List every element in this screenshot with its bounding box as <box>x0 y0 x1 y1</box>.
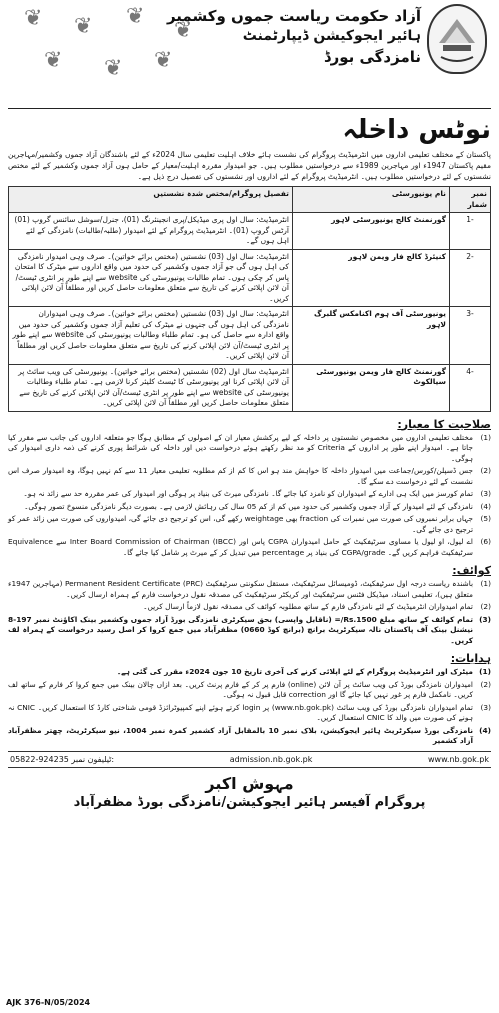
list-item <box>8 466 491 487</box>
phone-number: 05822-924235 <box>10 754 69 764</box>
item-number: (2) <box>480 602 491 611</box>
item-number: (6) <box>480 537 491 546</box>
table-header-row <box>9 187 491 213</box>
item-number: (4) <box>480 501 491 511</box>
contact-bar <box>8 751 491 768</box>
row-detail: انٹرمیڈیٹ: سال اول (03) نشستیں (مختص برائے خواتین)۔ صرف وہی امیدواران نامزدگی کی اہل ہوں گی جنہوں نے میٹرک کی تعلیم آزاد جموں وکشمیر کی حدود میں واقع ادارہ سے حاصل کی ہو۔ تمام طلباء وطالبات یونیورسٹی کی website سے اپنے طور پر انٹری ٹیسٹ/آن لائن اپلائی کرنے کی تاریخ سے متعلق معلومات حاصل کریں اور مطلقاً آن لائن اپلائی کریں۔ <box>9 307 293 365</box>
list-item <box>8 433 491 465</box>
item-text: جہاں برابر نمبروں کی صورت میں نمبرات کی fraction بھی weightage رکھے گی، اس کو ترجیح دی جائے گی، امیدواروں کی صورت میں زائد عمر کو ترجیح دی جائے گی۔ <box>8 514 474 534</box>
list-item <box>8 703 491 724</box>
notice-title: نوٹس داخلہ <box>342 115 491 145</box>
row-no: -4 <box>450 364 491 411</box>
phone-block <box>10 755 114 764</box>
item-text: مختلف تعلیمی اداروں میں مخصوص نشستوں پر داخلہ کے لیے پرکشش معیار ان کے اصولوں کے مطابق ہوگا جو متعلقہ اداروں کی جانب سے مقرر کیا جاتا ہے۔ امیدوار اپنے طور پر اداروں کے Criteria کو مد نظر رکھتے ہوئے درخواست دیں اور داخلہ کی شرائط پوری کرنے کی ذمہ داری امیدوار کی ہوگی۔ <box>8 432 473 463</box>
list-item <box>8 502 491 513</box>
list-item <box>8 615 491 647</box>
notice-intro: پاکستان کے مختلف تعلیمی اداروں میں انٹرمیڈیٹ پروگرام کی نشست ہائے خلاف اہلیت تعلیمی سال 2024ء کے لئے باشندگان آزاد جموں وکشمیر/مہاجرین مقیم پاکستان 1947ء اور مہاجرین 1989ء سے درخواستیں مطلوب ہیں۔ جو امیدوار مقررہ اہلیت/معیار کے حامل ہوں آزاد جموں وکشمیر کے لئے مختص نشستوں کے لئے درخواستیں مطلوب ہیں۔ انٹرمیڈیٹ پروگرام کے لئے اداروں اور نشستوں کی تفصیل درج ذیل ہے۔ <box>8 150 491 181</box>
documents-list <box>8 579 491 646</box>
maple-leaf-icon: ❦ <box>154 48 173 73</box>
item-text: تمام کورسز میں ایک ہی ادارے کے امیدواران کو نامزد کیا جائے گا۔ نامزدگی میرٹ کی بنیاد پر ہوگی اور امیدوار کی عمر مقررہ حد سے زائد نہ ہو۔ <box>23 489 473 498</box>
eligibility-list <box>8 433 491 559</box>
eligibility-heading: صلاحیت کا معیار: <box>397 417 491 431</box>
maple-leaf-icon: ❦ <box>174 18 193 43</box>
maple-leaf-icon: ❦ <box>74 14 93 39</box>
row-detail: انٹرمیڈیٹ: سال اول پری میڈیکل/پری انجینئرنگ (01)، جنرل/سوشل سائنس گروپ (01) آرٹس گروپ (01)۔ انٹرمیڈیٹ پروگرام کے لئے امیدوار (طلبہ/طالبات) نامزدگی کے لئے اہل ہوں گے۔ <box>9 213 293 250</box>
list-item <box>8 667 491 678</box>
signatory-title: پروگرام آفیسر ہائیر ایجوکیشن/نامزدگی بورڈ مظفرآباد <box>73 794 426 810</box>
maple-leaf-icon: ❦ <box>126 4 145 29</box>
table-row <box>9 307 491 365</box>
item-text: میٹرک اور انٹرمیڈیٹ پروگرام کے لئے اپلائی کرنے کی آخری تاریخ 10 جون 2024ء مقرر کی گئی ہے۔ <box>116 667 473 676</box>
table-row <box>9 249 491 307</box>
notice-header <box>8 0 491 109</box>
row-university: کنیئرڈ کالج فار ویمن لاہور <box>293 249 450 307</box>
instructions-list <box>8 667 491 747</box>
item-text: امیدواران نامزدگی بورڈ کی ویب سائٹ پر آن لائن (online) فارم پر کر کے فارم پرنٹ کریں۔ بعد ازاں چالان بینک میں جمع کروا کر فارم کے ساتھ لف کریں۔ نامکمل فارم پر غور نہیں کیا جائے گا اور correction قابل قبول نہ ہوگی۔ <box>8 679 473 699</box>
item-text: نامزدگی بورڈ سیکرٹریٹ ہائیر ایجوکیشن، بلاک نمبر 10 بالمقابل آزاد کشمیر کمرہ نمبر 1004، نیو سیکرٹریٹ، چھتر مظفرآباد آزاد کشمیر <box>8 725 474 745</box>
item-number: (1) <box>479 667 491 676</box>
item-number: (3) <box>480 702 491 712</box>
maple-leaf-icon: ❦ <box>44 48 63 73</box>
header-board-line: نامزدگی بورڈ <box>323 48 421 66</box>
row-university: گورنمنٹ کالج یونیورسٹی لاہور <box>293 213 450 250</box>
table-row <box>9 213 491 250</box>
item-text: تمام امیدواران انٹرمیڈیٹ کے لئے نامزدگی فارم کے ساتھ مطلوبہ کوائف کی مصدقہ نقول لازماً ارسال کریں۔ <box>143 602 473 611</box>
maple-leaf-icon: ❦ <box>104 56 123 81</box>
list-item <box>8 514 491 535</box>
email-link[interactable]: admission.nb.gok.pk <box>229 754 313 764</box>
list-item <box>8 537 491 558</box>
item-text: اے لیول، او لیول یا مساوی سرٹیفکیٹ کے حامل امیدواران CGPA پاس اور Inter Board Commission of Chairman (IBCC) سے Equivalence سرٹیفکیٹ فراہم کریں گے۔ CGPA/grade کی بنیاد پر percentage میں تبدیل کر کے میرٹ پر شامل کیا جائے گا۔ <box>8 537 473 557</box>
website-link[interactable]: www.nb.gok.pk <box>427 754 489 764</box>
item-text: باشندہ ریاست درجہ اول سرٹیفکیٹ، ڈومیسائل سرٹیفکیٹ، مستقل سکونتی سرٹیفکیٹ Permanent Resident Certificate (PRC) (مہاجرین 1947ء متعلق ہیں)، تعلیمی اسناد، میڈیکل فٹنس سرٹیفکیٹ اور کریکٹر سرٹیفکیٹ کی مصدقہ نقول درخواست فارم کے ہمراہ ارسال کریں۔ <box>8 579 474 599</box>
phone-label: ٹیلیفون نمبر: <box>71 754 115 764</box>
table-row <box>9 364 491 411</box>
item-number: (1) <box>480 579 491 588</box>
instructions-heading: ہدایات: <box>450 652 491 665</box>
row-no: -2 <box>450 249 491 307</box>
header-titles <box>167 6 421 68</box>
documents-heading: کوائف: <box>452 564 491 577</box>
row-detail: انٹرمیڈیٹ: سال اول (03) نشستیں (مختص برائے خواتین)۔ صرف وہی امیدوار نامزدگی کی اہل ہوں گی جو آزاد جموں وکشمیر کی حدود میں واقع اداروں سے میٹرک کا امتحان پاس کر چکی ہوں۔ تمام طالبات یونیورسٹی کی website سے اپنے طور پر انٹری ٹیسٹ/آن لائن اپلائی کرنے کی تاریخ سے متعلق معلومات حاصل کریں اور مطلقاً آن لائن اپلائی کریں۔ <box>9 249 293 307</box>
row-university: گورنمنٹ کالج فار ویمن یونیورسٹی سیالکوٹ <box>293 364 450 411</box>
list-item <box>8 489 491 500</box>
row-no: -3 <box>450 307 491 365</box>
signatory-name: مہوش اکبر <box>205 773 294 793</box>
item-number: (5) <box>480 514 491 523</box>
institutions-table <box>8 186 491 412</box>
item-number: (3) <box>480 489 491 498</box>
item-number: (1) <box>480 432 491 442</box>
header-department-line: ہائیر ایجوکیشن ڈیپارٹمنٹ <box>242 28 421 44</box>
row-detail: انٹرمیڈیٹ سال اول (02) نشستیں (مختص برائے خواتین)۔ یونیورسٹی کی ویب سائٹ پر آن لائن اپلائی کرنا اور یونیورسٹی کا ٹیسٹ کلیئر کرنا لازمی ہے۔ تمام طلباء وطالبات یونیورسٹی کی website سے اپنے طور پر انٹری ٹیسٹ/آن لائن اپلائی کرنے کی تاریخ سے متعلق معلومات حاصل کریں اور مطلقاً آن لائن اپلائی کریں۔ <box>9 364 293 411</box>
item-text: جس ڈسپلن/کورس/جماعت میں امیدوار داخلہ کا خواہش مند ہو اس کا کم از کم مطلوبہ تعلیمی معیار 11 سے کم نہیں ہوگا، وہ امیدوار صرف اس نشست کے لئے درخواست دے سکے گا۔ <box>8 466 473 486</box>
item-number: (4) <box>479 725 491 735</box>
item-text: تمام کوائف کے ساتھ مبلغ Rs.1500/= (ناقابل واپسی) بحق سیکرٹری نامزدگی بورڈ آزاد جموں وکشمیر بینک اکاؤنٹ نمبر 197-8 نیشنل بینک آف پاکستان نالہ سیکرٹریٹ برانچ (برانچ کوڈ 0660) مظفرآباد میں جمع کروا کر اصل رسید درخواست کے ہمراہ لف کریں۔ <box>8 614 473 645</box>
list-item <box>8 602 491 613</box>
table-header-detail: تفصیل پروگرام/مختص شدہ نشستیں <box>9 187 293 213</box>
list-item <box>8 680 491 701</box>
item-number: (2) <box>480 466 491 475</box>
maple-leaf-icon: ❦ <box>24 6 43 31</box>
government-emblem-icon <box>427 4 487 74</box>
item-text: نامزدگی کے لئے امیدوار کے آزاد جموں وکشمیر کی حدود میں کم از کم 05 سال کی رہائش لازمی ہے۔ بصورت دیگر نامزدگی منسوخ تصور ہوگی۔ <box>24 501 473 511</box>
row-university: یونیورسٹی آف ہوم اکنامکس گلبرگ لاہور <box>293 307 450 365</box>
table-header-university: نام یونیورسٹی <box>293 187 450 213</box>
list-item <box>8 726 491 747</box>
item-number: (2) <box>480 679 491 689</box>
list-item <box>8 579 491 600</box>
header-government-line: آزاد حکومت ریاست جموں وکشمیر <box>166 7 421 25</box>
item-text: تمام امیدواران نامزدگی بورڈ کی ویب سائٹ (www.nb.gok.pk) پر login کرتے ہوئے اپنے کمپیوٹرائزڈ قومی شناختی کارڈ کا استعمال کریں۔ CNIC نہ ہونے کی صورت میں والد کا CNIC استعمال کریں۔ <box>8 702 473 722</box>
row-no: -1 <box>450 213 491 250</box>
reference-number: AJK 376-N/05/2024 <box>6 998 91 1007</box>
signature-block <box>8 774 491 810</box>
table-header-no: نمبر شمار <box>450 187 491 213</box>
item-number: (3) <box>479 614 491 624</box>
